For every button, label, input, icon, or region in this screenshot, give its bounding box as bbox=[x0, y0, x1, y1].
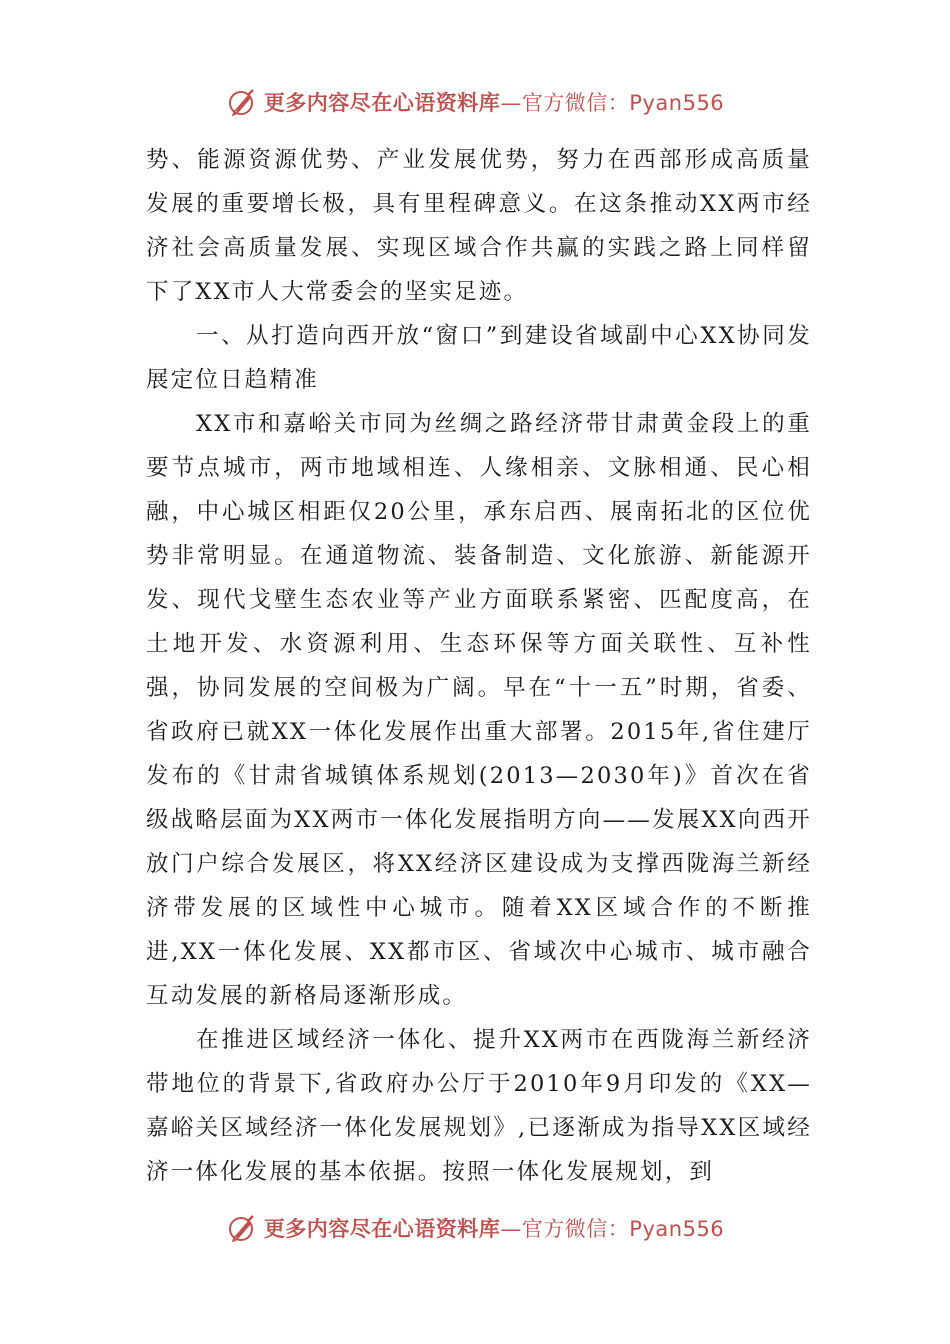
paragraph-2: XX市和嘉峪关市同为丝绸之路经济带甘肃黄金段上的重要节点城市，两市地域相连、人缘相亲、文脉相通、民心相融，中心城区相距仅20公里，承东启西、展南拓北的区位优势非常明显。在通道物流、装备制造、文化旅游、新能源开发、现代戈壁生态农业等产业方面联系紧密、匹配度高，在土地开发、水资源利用、生态环保等方面关联性、互补性强，协同发展的空间极为广阔。早在“十一五”时期，省委、省政府已就XX一体化发展作出重大部署。2015年,省住建厅发布的《甘肃省城镇体系规划(2013—2030年)》首次在省级战略层面为XX两市一体化发展指明方向——发展XX向西开放门户综合发展区，将XX经济区建设成为支撑西陇海兰新经济带发展的区域性中心城市。随着XX区域合作的不断推进,XX一体化发展、XX都市区、省域次中心城市、城市融合互动发展的新格局逐渐形成。 bbox=[146, 411, 812, 1009]
document-body bbox=[146, 138, 812, 1194]
pen-logo-icon bbox=[226, 1212, 258, 1244]
header-banner-text: 更多内容尽在心语资料库—官方微信：Pyan556 bbox=[263, 91, 725, 115]
paragraph-1: 势、能源资源优势、产业发展优势，努力在西部形成高质量发展的重要增长极，具有里程碑意义。在这条推动XX两市经济社会高质量发展、实现区域合作共赢的实践之路上同样留下了XX市人大常委会的坚实足迹。 bbox=[146, 147, 812, 305]
footer-watermark-banner bbox=[0, 1208, 950, 1248]
section-heading: 一、从打造向西开放“窗口”到建设省域副中心XX协同发展定位日趋精准 bbox=[146, 323, 812, 393]
pen-logo-icon bbox=[226, 86, 258, 118]
footer-banner-text: 更多内容尽在心语资料库—官方微信：Pyan556 bbox=[263, 1217, 725, 1241]
paragraph-3: 在推进区域经济一体化、提升XX两市在西陇海兰新经济带地位的背景下,省政府办公厅于2010年9月印发的《XX—嘉峪关区域经济一体化发展规划》,已逐渐成为指导XX区域经济一体化发展的基本依据。按照一体化发展规划，到 bbox=[146, 1027, 812, 1185]
header-watermark-banner bbox=[0, 82, 950, 122]
